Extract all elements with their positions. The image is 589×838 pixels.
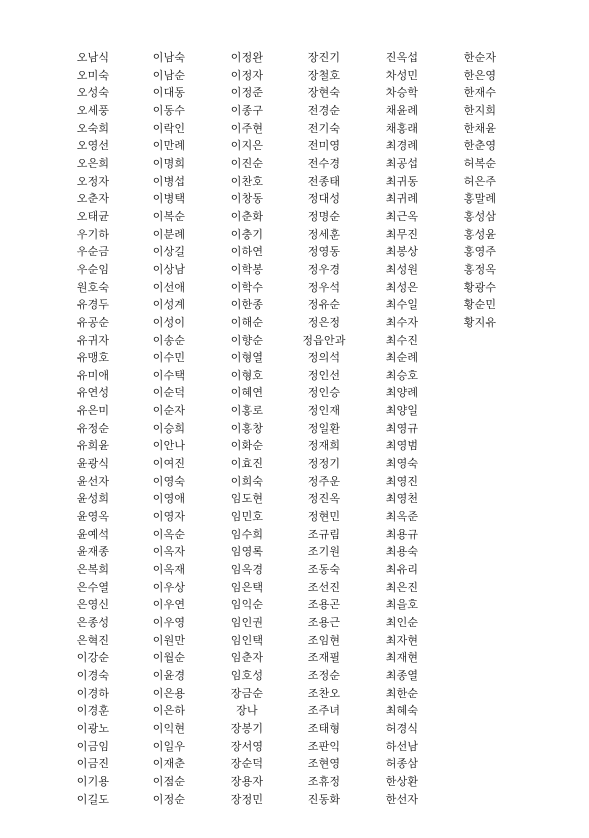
name-entry: 최한순 — [385, 686, 419, 700]
name-entry: 이복순 — [152, 209, 186, 223]
name-entry: 이순덕 — [152, 386, 186, 400]
name-entry: 윤예석 — [76, 527, 110, 541]
name-entry: 이강순 — [76, 651, 110, 665]
name-entry: 정은정 — [307, 315, 341, 329]
name-entry: 조태형 — [307, 721, 341, 735]
name-entry: 이영자 — [152, 510, 186, 524]
name-entry: 장나 — [236, 704, 258, 718]
name-entry: 이춘화 — [230, 209, 264, 223]
name-entry: 한상환 — [385, 774, 419, 788]
name-entry: 조주녀 — [307, 704, 341, 718]
name-entry: 최수일 — [385, 298, 419, 312]
name-entry: 최자현 — [385, 633, 419, 647]
name-entry: 윤광식 — [76, 457, 110, 471]
name-entry: 최근옥 — [385, 209, 419, 223]
name-entry: 오태균 — [76, 209, 110, 223]
name-entry: 이재춘 — [152, 757, 186, 771]
name-entry: 이만례 — [152, 139, 186, 153]
name-entry: 조임현 — [307, 633, 341, 647]
name-entry: 전미영 — [307, 139, 341, 153]
name-entry: 이형열 — [230, 351, 264, 365]
name-entry: 이윤경 — [152, 668, 186, 682]
name-entry: 정영동 — [307, 245, 341, 259]
name-entry: 이혜연 — [230, 386, 264, 400]
name-entry: 한은영 — [463, 68, 497, 82]
name-entry: 이상남 — [152, 262, 186, 276]
name-entry: 임인택 — [230, 633, 264, 647]
name-entry: 정정기 — [307, 457, 341, 471]
name-entry: 전기숙 — [307, 121, 341, 135]
name-entry: 최종열 — [385, 668, 419, 682]
name-entry: 한재수 — [463, 86, 497, 100]
name-entry: 윤재종 — [76, 545, 110, 559]
name-entry: 조휴정 — [307, 774, 341, 788]
name-entry: 정우석 — [307, 280, 341, 294]
name-entry: 이옥자 — [152, 545, 186, 559]
name-entry: 오세풍 — [76, 103, 110, 117]
name-entry: 한선자 — [385, 792, 419, 806]
name-entry: 조정순 — [307, 668, 341, 682]
name-entry: 이정순 — [152, 792, 186, 806]
name-entry: 정읍안과 — [302, 333, 346, 347]
name-entry: 조기원 — [307, 545, 341, 559]
name-entry: 이경숙 — [76, 668, 110, 682]
name-entry: 차승학 — [385, 86, 419, 100]
name-entry: 홍성삼 — [463, 209, 497, 223]
name-entry: 이병택 — [152, 192, 186, 206]
name-entry: 최옥준 — [385, 510, 419, 524]
name-entry: 이일우 — [152, 739, 186, 753]
name-entry: 유공순 — [76, 315, 110, 329]
name-entry: 이성이 — [152, 315, 186, 329]
name-entry: 이월순 — [152, 651, 186, 665]
name-entry: 우기하 — [76, 227, 110, 241]
name-entry: 이홍로 — [230, 404, 264, 418]
name-entry: 유연성 — [76, 386, 110, 400]
name-entry: 전수경 — [307, 156, 341, 170]
name-entry: 유미애 — [76, 368, 110, 382]
name-entry: 조규림 — [307, 527, 341, 541]
name-entry: 임익순 — [230, 598, 264, 612]
name-entry: 정현민 — [307, 510, 341, 524]
name-entry: 최수자 — [385, 315, 419, 329]
name-entry: 조현영 — [307, 757, 341, 771]
name-entry: 최영숙 — [385, 457, 419, 471]
name-entry: 이영숙 — [152, 474, 186, 488]
name-entry: 이옥순 — [152, 527, 186, 541]
name-entry: 하선남 — [385, 739, 419, 753]
name-entry: 황순민 — [463, 298, 497, 312]
name-entry: 이금임 — [76, 739, 110, 753]
name-entry: 은영신 — [76, 598, 110, 612]
name-entry: 장봉기 — [230, 721, 264, 735]
name-entry: 최영규 — [385, 421, 419, 435]
name-entry: 최인순 — [385, 616, 419, 629]
name-entry: 정명순 — [307, 209, 341, 223]
name-entry: 이학봉 — [230, 262, 264, 276]
name-entry: 정재희 — [307, 439, 341, 453]
name-entry: 황지유 — [463, 315, 497, 329]
name-entry: 은혁진 — [76, 633, 110, 647]
name-entry: 정일환 — [307, 421, 341, 435]
name-entry: 이화순 — [230, 439, 264, 453]
name-entry: 이지은 — [230, 139, 264, 153]
name-entry: 차성민 — [385, 68, 419, 82]
name-entry: 허종삼 — [385, 757, 419, 771]
name-entry: 전종태 — [307, 174, 341, 188]
name-entry: 임민호 — [230, 510, 264, 524]
name-entry: 허복순 — [463, 156, 497, 170]
name-entry: 전경순 — [307, 103, 341, 117]
name-entry: 최영천 — [385, 492, 419, 506]
name-entry: 유정순 — [76, 421, 110, 435]
name-entry: 최용규 — [385, 527, 419, 541]
name-entry: 최경례 — [385, 139, 419, 153]
name-entry: 유은미 — [76, 404, 110, 418]
name-entry: 정우경 — [307, 262, 341, 276]
name-entry: 장금순 — [230, 686, 264, 700]
name-entry: 최혜숙 — [385, 704, 419, 718]
name-entry: 최용숙 — [385, 545, 419, 559]
name-entry: 이남순 — [152, 68, 186, 82]
name-entry: 조용근 — [307, 616, 341, 629]
name-entry: 이향순 — [230, 333, 264, 347]
name-entry: 조용곤 — [307, 598, 341, 612]
name-entry: 이여진 — [152, 457, 186, 471]
name-entry: 이진순 — [230, 156, 264, 170]
name-entry: 이승희 — [152, 421, 186, 435]
name-entry: 이병섭 — [152, 174, 186, 188]
name-entry: 허경식 — [385, 721, 419, 735]
name-entry: 조찬오 — [307, 686, 341, 700]
name-entry: 이길도 — [76, 792, 110, 806]
name-entry: 이성계 — [152, 298, 186, 312]
name-entry: 은수열 — [76, 580, 110, 594]
name-entry: 이안나 — [152, 439, 186, 453]
name-entry: 은복희 — [76, 563, 110, 577]
name-entry: 이종구 — [230, 103, 264, 117]
name-entry: 이우영 — [152, 616, 186, 629]
name-column-2 — [134, 49, 204, 808]
name-entry: 이은하 — [152, 704, 186, 718]
name-entry: 한지희 — [463, 103, 497, 117]
name-entry: 이형호 — [230, 368, 264, 382]
name-entry: 오영선 — [76, 139, 110, 153]
name-entry: 이은용 — [152, 686, 186, 700]
name-entry: 이충기 — [230, 227, 264, 241]
name-entry: 최공섭 — [385, 156, 419, 170]
name-entry: 이송순 — [152, 333, 186, 347]
name-entry: 임호성 — [230, 668, 264, 682]
name-entry: 윤성희 — [76, 492, 110, 506]
name-entry: 최승호 — [385, 368, 419, 382]
name-entry: 이경훈 — [76, 704, 110, 718]
name-entry: 최수진 — [385, 333, 419, 347]
name-entry: 장순덕 — [230, 757, 264, 771]
name-entry: 임옥경 — [230, 563, 264, 577]
name-entry: 임춘자 — [230, 651, 264, 665]
name-entry: 정주운 — [307, 474, 341, 488]
name-entry: 정진옥 — [307, 492, 341, 506]
name-entry: 홍성윤 — [463, 227, 497, 241]
name-entry: 정유순 — [307, 298, 341, 312]
name-column-4 — [289, 49, 359, 808]
name-entry: 이수택 — [152, 368, 186, 382]
name-entry: 오성숙 — [76, 86, 110, 100]
name-entry: 이하연 — [230, 245, 264, 259]
name-entry: 이찬호 — [230, 174, 264, 188]
name-entry: 이옥재 — [152, 563, 186, 577]
name-entry: 한순자 — [463, 51, 497, 64]
name-entry: 이우연 — [152, 598, 186, 612]
name-entry: 오숙희 — [76, 121, 110, 135]
name-entry: 이익현 — [152, 721, 186, 735]
name-entry: 이광노 — [76, 721, 110, 735]
name-entry: 유희윤 — [76, 439, 110, 453]
name-entry: 이홍창 — [230, 421, 264, 435]
name-entry: 이해순 — [230, 315, 264, 329]
name-entry: 정세훈 — [307, 227, 341, 241]
name-entry: 장현숙 — [307, 86, 341, 100]
name-entry: 유귀자 — [76, 333, 110, 347]
name-entry: 이동수 — [152, 103, 186, 117]
name-entry: 이효진 — [230, 457, 264, 471]
name-entry: 정의석 — [307, 351, 341, 365]
name-entry: 오은희 — [76, 156, 110, 170]
name-entry: 오정자 — [76, 174, 110, 188]
name-entry: 이점순 — [152, 774, 186, 788]
name-entry: 이수민 — [152, 351, 186, 365]
name-entry: 조선진 — [307, 580, 341, 594]
name-entry: 최양일 — [385, 404, 419, 418]
name-entry: 이영애 — [152, 492, 186, 506]
name-entry: 이우상 — [152, 580, 186, 594]
name-entry: 채홍래 — [385, 121, 419, 135]
name-entry: 장용자 — [230, 774, 264, 788]
name-entry: 이한종 — [230, 298, 264, 312]
name-entry: 우순금 — [76, 245, 110, 259]
name-entry: 최영진 — [385, 474, 419, 488]
name-entry: 이정완 — [230, 51, 264, 64]
name-entry: 이금진 — [76, 757, 110, 771]
name-entry: 정인승 — [307, 386, 341, 400]
name-entry: 은종성 — [76, 616, 110, 629]
name-entry: 이희숙 — [230, 474, 264, 488]
name-entry: 장정민 — [230, 792, 264, 806]
name-entry: 이원만 — [152, 633, 186, 647]
name-entry: 정인재 — [307, 404, 341, 418]
name-entry: 황광수 — [463, 280, 497, 294]
name-entry: 이락인 — [152, 121, 186, 135]
name-entry: 이분례 — [152, 227, 186, 241]
name-entry: 이대동 — [152, 86, 186, 100]
name-entry: 윤영옥 — [76, 510, 110, 524]
name-entry: 정대성 — [307, 192, 341, 206]
name-entry: 홍영주 — [463, 245, 497, 259]
name-entry: 홍정옥 — [463, 262, 497, 276]
name-entry: 최을호 — [385, 598, 419, 612]
name-entry: 이상길 — [152, 245, 186, 259]
name-entry: 이기용 — [76, 774, 110, 788]
name-entry: 조판익 — [307, 739, 341, 753]
name-entry: 한춘영 — [463, 139, 497, 153]
name-entry: 임영록 — [230, 545, 264, 559]
name-entry: 이정자 — [230, 68, 264, 82]
name-entry: 최은진 — [385, 580, 419, 594]
name-entry: 임은택 — [230, 580, 264, 594]
name-entry: 진동화 — [307, 792, 341, 806]
name-entry: 유맹호 — [76, 351, 110, 365]
name-entry: 오남식 — [76, 51, 110, 64]
name-entry: 최귀동 — [385, 174, 419, 188]
name-entry: 이순자 — [152, 404, 186, 418]
name-entry: 조동숙 — [307, 563, 341, 577]
name-entry: 이선애 — [152, 280, 186, 294]
name-entry: 이주현 — [230, 121, 264, 135]
name-entry: 최재현 — [385, 651, 419, 665]
name-entry: 우순임 — [76, 262, 110, 276]
name-entry: 최유리 — [385, 563, 419, 577]
name-entry: 최양례 — [385, 386, 419, 400]
name-column-6 — [445, 49, 515, 332]
name-entry: 이경하 — [76, 686, 110, 700]
name-entry: 최영범 — [385, 439, 419, 453]
name-entry: 오춘자 — [76, 192, 110, 206]
name-entry: 임인권 — [230, 616, 264, 629]
name-entry: 최성은 — [385, 280, 419, 294]
name-entry: 이남숙 — [152, 51, 186, 64]
name-entry: 한채윤 — [463, 121, 497, 135]
name-entry: 장서영 — [230, 739, 264, 753]
name-entry: 장진기 — [307, 51, 341, 64]
name-entry: 이정준 — [230, 86, 264, 100]
name-entry: 최무진 — [385, 227, 419, 241]
name-column-3 — [212, 49, 282, 808]
name-entry: 원호숙 — [76, 280, 110, 294]
name-entry: 임수희 — [230, 527, 264, 541]
name-entry: 유경두 — [76, 298, 110, 312]
name-entry: 이명희 — [152, 156, 186, 170]
name-entry: 오미숙 — [76, 68, 110, 82]
name-entry: 최순례 — [385, 351, 419, 365]
name-entry: 최봉상 — [385, 245, 419, 259]
name-entry: 이학수 — [230, 280, 264, 294]
name-entry: 정인선 — [307, 368, 341, 382]
name-entry: 진옥섭 — [385, 51, 419, 64]
name-entry: 조재필 — [307, 651, 341, 665]
name-entry: 임도현 — [230, 492, 264, 506]
name-entry: 최성원 — [385, 262, 419, 276]
name-entry: 장철호 — [307, 68, 341, 82]
name-entry: 홍말례 — [463, 192, 497, 206]
name-entry: 이창동 — [230, 192, 264, 206]
name-entry: 윤선자 — [76, 474, 110, 488]
name-entry: 최귀례 — [385, 192, 419, 206]
name-column-5 — [367, 49, 437, 808]
name-column-1 — [58, 49, 128, 808]
name-entry: 채윤례 — [385, 103, 419, 117]
name-entry: 허은주 — [463, 174, 497, 188]
